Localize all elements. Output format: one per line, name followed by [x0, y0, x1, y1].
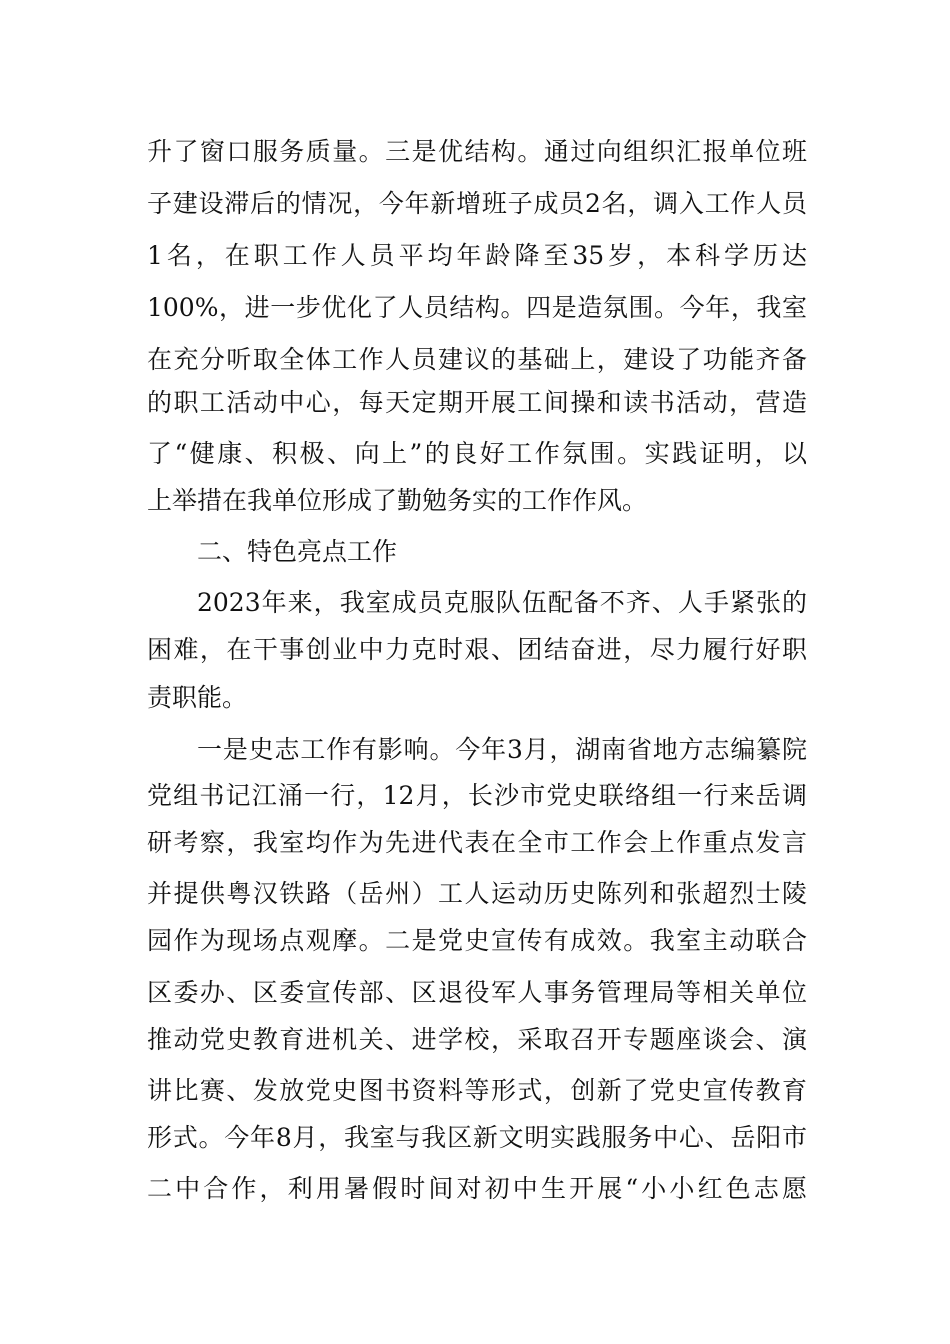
- paragraph-line: 了“健康、积极、向上”的良好工作氛围。实践证明，以: [147, 439, 807, 468]
- paragraph-line: 一是史志工作有影响。今年3月，湖南省地方志编纂院: [197, 735, 807, 764]
- paragraph-line: 研考察，我室均作为先进代表在全市工作会上作重点发言: [147, 828, 807, 857]
- paragraph-line: 区委办、区委宣传部、区退役军人事务管理局等相关单位: [147, 978, 807, 1007]
- paragraph-line: 100%，进一步优化了人员结构。四是造氛围。今年，我室: [147, 293, 807, 322]
- paragraph-line: 2023年来，我室成员克服队伍配备不齐、人手紧张的: [197, 588, 807, 617]
- paragraph-line: 的职工活动中心，每天定期开展工间操和读书活动，营造: [147, 388, 807, 417]
- paragraph-line: 园作为现场点观摩。二是党史宣传有成效。我室主动联合: [147, 926, 807, 955]
- paragraph-line: 困难，在干事创业中力克时艰、团结奋进，尽力履行好职: [147, 635, 807, 664]
- paragraph-line: 形式。今年8月，我室与我区新文明实践服务中心、岳阳市: [147, 1123, 807, 1152]
- paragraph-line: 1名，在职工作人员平均年龄降至35岁，本科学历达: [147, 241, 807, 270]
- paragraph-line: 党组书记江涌一行，12月，长沙市党史联络组一行来岳调: [147, 781, 807, 810]
- paragraph-line: 责职能。: [147, 683, 248, 712]
- paragraph-line: 上举措在我单位形成了勤勉务实的工作作风。: [147, 486, 648, 515]
- paragraph-line: 升了窗口服务质量。三是优结构。通过向组织汇报单位班: [147, 137, 807, 166]
- paragraph-line: 在充分听取全体工作人员建议的基础上，建设了功能齐备: [147, 345, 807, 374]
- section-heading: 二、特色亮点工作: [197, 537, 398, 566]
- paragraph-line: 推动党史教育进机关、进学校，采取召开专题座谈会、演: [147, 1025, 807, 1054]
- paragraph-line: 二中合作，利用暑假时间对初中生开展“小小红色志愿: [147, 1174, 807, 1203]
- paragraph-line: 并提供粤汉铁路（岳州）工人运动历史陈列和张超烈士陵: [147, 879, 807, 908]
- paragraph-line: 讲比赛、发放党史图书资料等形式，创新了党史宣传教育: [147, 1076, 807, 1105]
- paragraph-line: 子建设滞后的情况，今年新增班子成员2名，调入工作人员: [147, 189, 807, 218]
